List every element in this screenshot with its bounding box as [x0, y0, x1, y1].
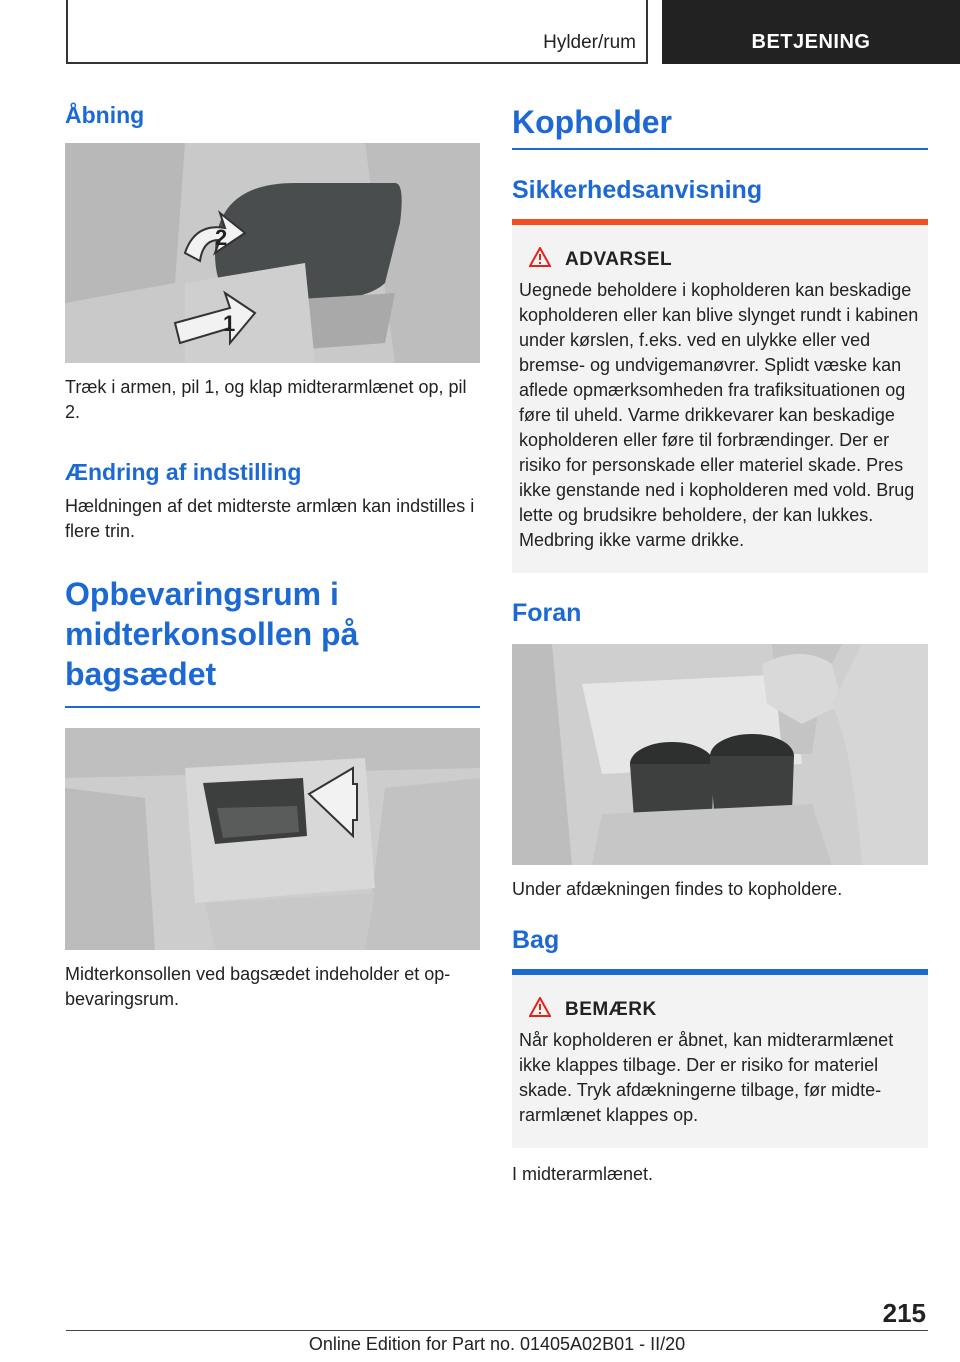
- heading-safety: Sikkerhedsanvisning: [512, 176, 763, 204]
- notice-text: Når kopholderen er åbnet, kan midterarmlænet ikke klappes tilbage. Der er risiko for materiel skade. Tryk afdækningerne tilbage, før midterarmlænet klappes op.: [519, 1030, 894, 1125]
- paragraph-adjust: Hældningen af det midterste armlæn kan indstilles i flere trin.: [65, 496, 475, 541]
- heading-cupholder-rule: [512, 148, 928, 150]
- warning-triangle-icon: [529, 247, 551, 272]
- heading-opening: Åbning: [65, 102, 145, 128]
- arrow-label-2: 2: [215, 225, 228, 250]
- heading-adjust: Ændring af indstilling: [65, 459, 302, 485]
- heading-rear: Bag: [512, 926, 560, 954]
- heading-front: Foran: [512, 599, 582, 627]
- paragraph-front: Under afdækningen findes to kopholdere.: [512, 879, 843, 899]
- footer-edition: Online Edition for Part no. 01405A02B01 - II/20: [308, 1334, 686, 1354]
- right-column: [512, 96, 928, 1187]
- paragraph-rear: I midterarmlænet.: [512, 1164, 654, 1184]
- notice-title: BEMÆRK: [565, 998, 657, 1020]
- rear-console-image: [65, 728, 480, 950]
- warning-triangle-icon: [529, 997, 551, 1022]
- armrest-image: [65, 143, 480, 363]
- warning-box: [512, 225, 928, 573]
- arrow-label-1: 1: [223, 311, 236, 336]
- cupholder-front-image: [512, 644, 928, 865]
- warning-text: Uegnede beholdere i kopholderen kan beskadige kopholderen eller kan blive slynget rundt i kabinen under kørslen, f.eks. ved en ulykke eller ved bremse- og undvigemanøvrer. Splidt væske kan aflede opmærksomheden fra trafiksituationen og føre til uheld. Varme drikkevarer kan beskadige kopholderen eller føre til forbrændinger. Der er risiko for personskade eller materiel skade. Pres ikke genstande ned i kopholderen med vold. Brug lette og brudsikre beholdere, der kan lukkes. Medbring ikke varme drikke.: [519, 280, 919, 550]
- footer-rule: [66, 1330, 928, 1331]
- heading-storage-rule: [65, 706, 480, 708]
- heading-cupholder: Kopholder: [512, 104, 672, 140]
- heading-storage: Opbevaringsrum i midterkonsollen på bagsædet: [65, 576, 359, 692]
- paragraph-storage: Midterkonsollen ved bagsædet indeholder et opbevaringsrum.: [65, 964, 451, 1009]
- notice-box: [512, 975, 928, 1148]
- header-section-box: [66, 0, 648, 64]
- left-column: [65, 96, 480, 1012]
- warning-title: ADVARSEL: [565, 248, 673, 270]
- header-section-title: Hylder/rum: [543, 32, 636, 53]
- paragraph-opening: Træk i armen, pil 1, og klap midterarmlænet op, pil 2.: [65, 377, 467, 422]
- header-chapter-tab: BETJENING: [662, 0, 960, 64]
- page-number: 215: [882, 1298, 926, 1328]
